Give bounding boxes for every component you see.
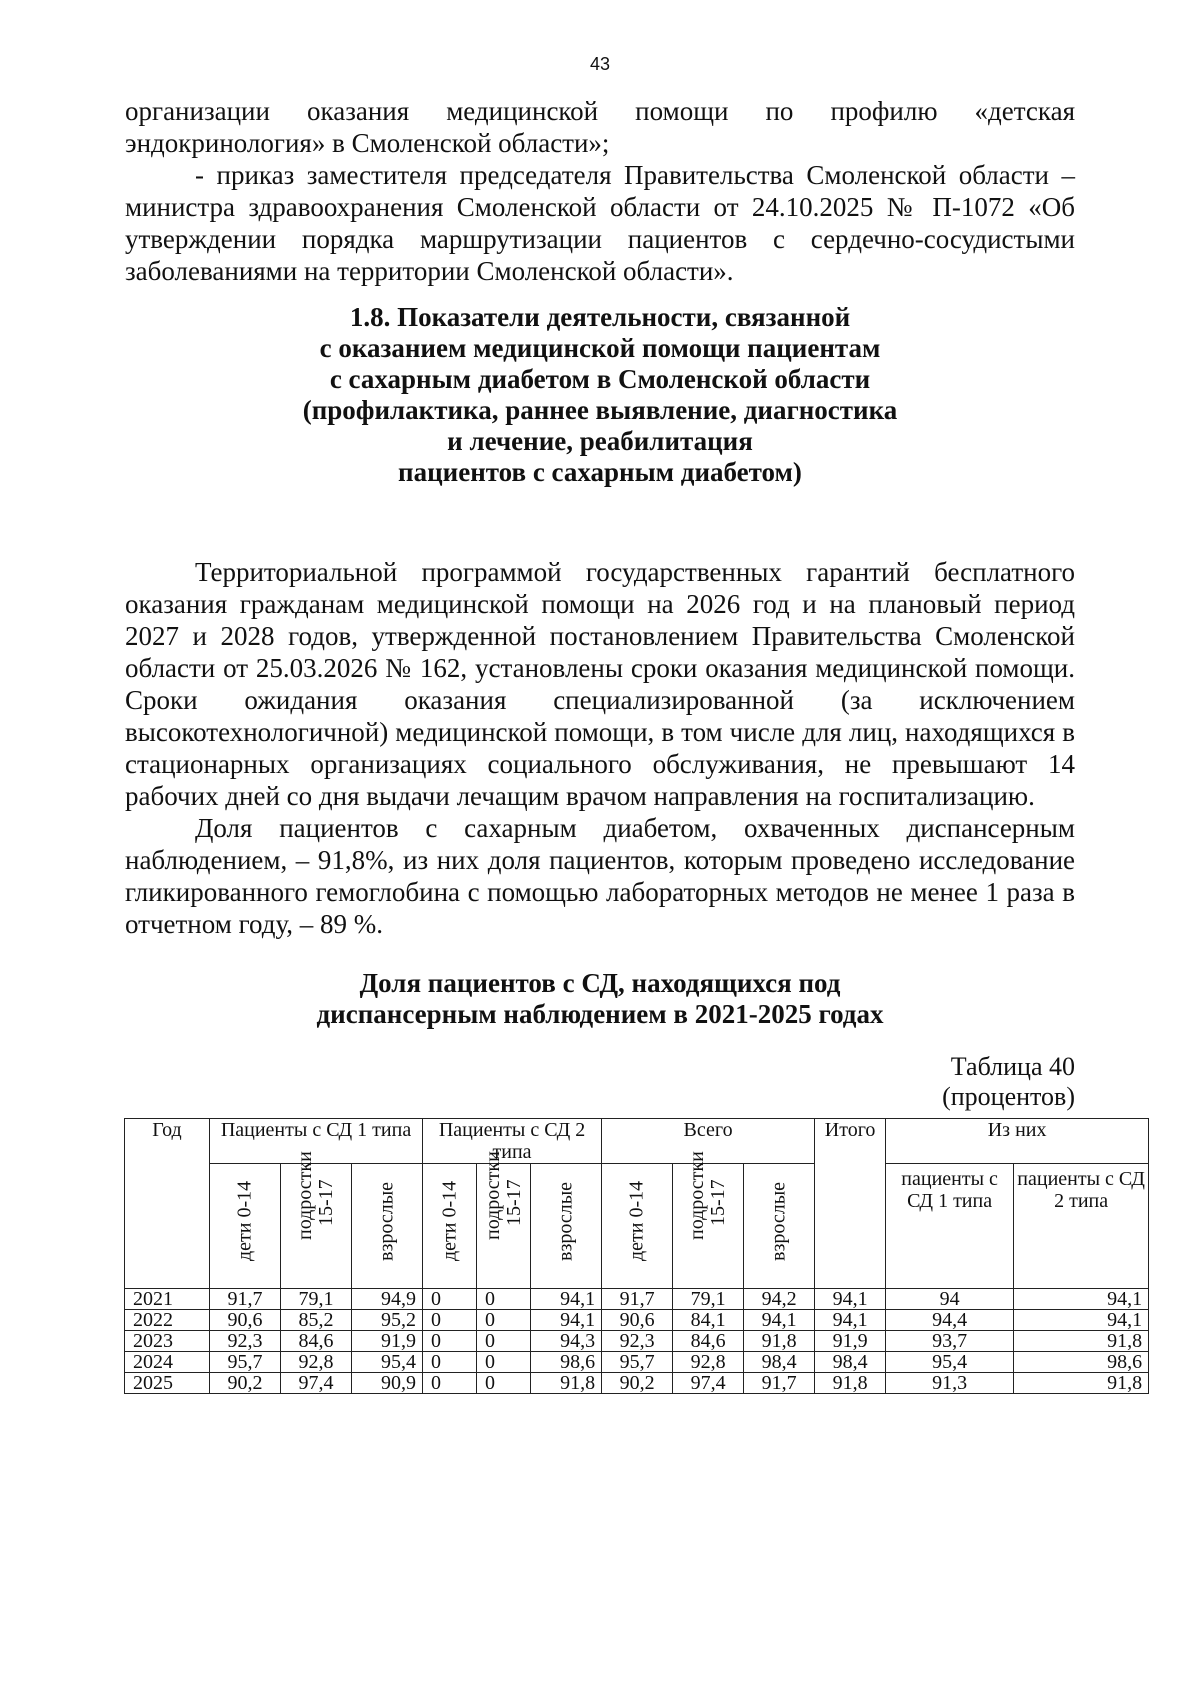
subheader-children-text: дети 0-14 <box>438 1180 461 1261</box>
cell-type2-teens: 0 <box>477 1352 531 1373</box>
cell-total-adults: 94,2 <box>744 1289 815 1310</box>
subheader-teens-line: подростки <box>481 1151 504 1240</box>
cell-itogo: 91,8 <box>815 1373 886 1394</box>
table-row <box>125 1352 1149 1373</box>
table-subheader-row <box>125 1164 1149 1289</box>
table-number: Таблица 40 <box>950 1052 1075 1081</box>
subheader-teens-line: 15-17 <box>315 1179 337 1226</box>
subheader-teens-line: 15-17 <box>502 1179 525 1226</box>
cell-of-them-type2: 98,6 <box>1014 1352 1149 1373</box>
cell-total-adults: 91,8 <box>744 1331 815 1352</box>
body-paragraph: Территориальной программой государственных гарантий бесплатного оказания гражданам медицинской помощи на 2026 год и на плановый период 2027 и 2028 годов, утвержденной постановлением Правительства Смоленской области от 25.03.2026 № 162, установлены сроки оказания медицинской помощи. Сроки ожидания оказания специализированной (за исключением высокотехнологичной) медицинской помощи, в том числе для лиц, находящихся в стационарных организациях социального обслуживания, не превышают 14 рабочих дней со дня выдачи лечащим врачом направления на госпитализацию. <box>125 557 1075 811</box>
section-heading-line: и лечение, реабилитация <box>447 426 753 456</box>
cell-total-adults: 94,1 <box>744 1310 815 1331</box>
cell-of-them-type2: 94,1 <box>1014 1310 1149 1331</box>
subheader-teens-text <box>687 1140 729 1240</box>
section-heading-line: с оказанием медицинской помощи пациентам <box>319 333 881 363</box>
table-unit: (процентов) <box>942 1082 1075 1111</box>
cell-itogo: 98,4 <box>815 1352 886 1373</box>
cell-type1-children: 90,2 <box>210 1373 281 1394</box>
cell-total-children: 91,7 <box>602 1289 673 1310</box>
header-type2: Пациенты с СД 2 типа <box>423 1119 602 1164</box>
cell-type1-teens: 97,4 <box>281 1373 352 1394</box>
section-heading-line: с сахарным диабетом в Смоленской области <box>329 364 871 394</box>
cell-total-children: 90,2 <box>602 1373 673 1394</box>
cell-total-teens: 79,1 <box>673 1289 744 1310</box>
table-header-row <box>125 1119 1149 1164</box>
cell-year: 2022 <box>125 1310 210 1331</box>
cell-type2-adults: 94,3 <box>531 1331 602 1352</box>
header-itogo: Итого <box>815 1119 886 1289</box>
subheader-adults-text: взрослые <box>554 1181 577 1261</box>
header-type1: Пациенты с СД 1 типа <box>210 1119 423 1164</box>
cell-total-teens: 97,4 <box>673 1373 744 1394</box>
cell-type2-teens: 0 <box>477 1373 531 1394</box>
cell-type1-adults: 90,9 <box>352 1373 423 1394</box>
cell-of-them-type1: 91,3 <box>886 1373 1014 1394</box>
subheader-teens-text <box>295 1140 337 1240</box>
cell-itogo: 94,1 <box>815 1310 886 1331</box>
body-text <box>125 556 1075 940</box>
cell-type1-adults: 95,4 <box>352 1352 423 1373</box>
table-row <box>125 1373 1149 1394</box>
subheader-children-text: дети 0-14 <box>625 1180 648 1261</box>
subheader-teens <box>673 1151 744 1289</box>
cell-total-children: 92,3 <box>602 1331 673 1352</box>
cell-year: 2023 <box>125 1331 210 1352</box>
cell-type2-adults: 98,6 <box>531 1352 602 1373</box>
subheader-adults <box>531 1164 602 1289</box>
intro-paragraph: - приказ заместителя председателя Правительства Смоленской области – министра здравоохранения Смоленской области от 24.10.2025 № П-1072 «Об утверждении порядка маршрутизации пациентов с сердечно-сосудистыми заболеваниями на территории Смоленской области». <box>125 160 1075 286</box>
cell-type1-teens: 84,6 <box>281 1331 352 1352</box>
cell-type2-children: 0 <box>423 1310 477 1331</box>
subheader-teens-line: подростки <box>686 1151 709 1240</box>
page-number: 43 <box>589 54 611 74</box>
cell-year: 2025 <box>125 1373 210 1394</box>
data-table <box>124 1118 1149 1394</box>
header-year: Год <box>125 1119 210 1289</box>
cell-total-teens: 92,8 <box>673 1352 744 1373</box>
cell-of-them-type1: 94 <box>886 1289 1014 1310</box>
cell-type1-adults: 94,9 <box>352 1289 423 1310</box>
cell-type2-children: 0 <box>423 1289 477 1310</box>
table-title-line: диспансерным наблюдением в 2021-2025 годах <box>316 999 884 1029</box>
cell-of-them-type1: 95,4 <box>886 1352 1014 1373</box>
cell-total-teens: 84,1 <box>673 1310 744 1331</box>
table-title <box>125 968 1075 1030</box>
section-heading-line: пациентов с сахарным диабетом) <box>398 457 802 487</box>
subheader-adults <box>744 1164 815 1289</box>
cell-total-children: 95,7 <box>602 1352 673 1373</box>
cell-of-them-type1: 94,4 <box>886 1310 1014 1331</box>
subheader-teens-line: 15-17 <box>707 1179 730 1226</box>
cell-year: 2024 <box>125 1352 210 1373</box>
cell-type1-children: 91,7 <box>210 1289 281 1310</box>
cell-itogo: 94,1 <box>815 1289 886 1310</box>
cell-total-adults: 98,4 <box>744 1352 815 1373</box>
subheader-children <box>423 1164 477 1289</box>
section-heading <box>125 302 1075 488</box>
cell-type1-adults: 95,2 <box>352 1310 423 1331</box>
cell-year: 2021 <box>125 1289 210 1310</box>
subheader-children-text: дети 0-14 <box>233 1180 256 1261</box>
cell-type1-teens: 92,8 <box>281 1352 352 1373</box>
subheader-adults-text: взрослые <box>375 1181 398 1261</box>
cell-type2-adults: 91,8 <box>531 1373 602 1394</box>
table-row <box>125 1289 1149 1310</box>
section-heading-line: 1.8. Показатели деятельности, связанной <box>349 302 851 332</box>
cell-type1-teens: 85,2 <box>281 1310 352 1331</box>
cell-itogo: 91,9 <box>815 1331 886 1352</box>
table-label <box>942 1052 1075 1112</box>
subheader-teens-text <box>483 1140 525 1240</box>
cell-type1-adults: 91,9 <box>352 1331 423 1352</box>
subheader-children <box>602 1164 673 1289</box>
cell-type2-children: 0 <box>423 1352 477 1373</box>
intro-paragraph: организации оказания медицинской помощи по профилю «детская эндокринология» в Смоленской области»; <box>125 96 1075 158</box>
cell-type1-children: 92,3 <box>210 1331 281 1352</box>
subheader-teens <box>477 1151 531 1289</box>
cell-type2-children: 0 <box>423 1373 477 1394</box>
cell-type2-adults: 94,1 <box>531 1310 602 1331</box>
subheader-teens <box>281 1151 352 1289</box>
cell-total-teens: 84,6 <box>673 1331 744 1352</box>
table-body <box>125 1289 1149 1394</box>
cell-type2-teens: 0 <box>477 1289 531 1310</box>
cell-type2-teens: 0 <box>477 1331 531 1352</box>
subheader-children <box>210 1164 281 1289</box>
subheader-adults-text: взрослые <box>767 1181 790 1261</box>
cell-type2-adults: 94,1 <box>531 1289 602 1310</box>
cell-type2-teens: 0 <box>477 1310 531 1331</box>
subheader-of-them-type2: пациенты с СД 2 типа <box>1014 1164 1149 1289</box>
header-total-group: Всего <box>602 1119 815 1164</box>
cell-type2-children: 0 <box>423 1331 477 1352</box>
table-title-line: Доля пациентов с СД, находящихся под <box>359 968 841 998</box>
table-row <box>125 1331 1149 1352</box>
cell-type1-teens: 79,1 <box>281 1289 352 1310</box>
intro-text <box>125 95 1075 287</box>
cell-of-them-type1: 93,7 <box>886 1331 1014 1352</box>
cell-total-adults: 91,7 <box>744 1373 815 1394</box>
header-of-them: Из них <box>886 1119 1149 1164</box>
section-heading-line: (профилактика, раннее выявление, диагностика <box>302 395 898 425</box>
cell-total-children: 90,6 <box>602 1310 673 1331</box>
cell-of-them-type2: 94,1 <box>1014 1289 1149 1310</box>
subheader-of-them-type1: пациенты с СД 1 типа <box>886 1164 1014 1289</box>
cell-type1-children: 90,6 <box>210 1310 281 1331</box>
cell-type1-children: 95,7 <box>210 1352 281 1373</box>
subheader-teens-line: подростки <box>294 1151 316 1240</box>
cell-of-them-type2: 91,8 <box>1014 1373 1149 1394</box>
table-row <box>125 1310 1149 1331</box>
subheader-adults <box>352 1164 423 1289</box>
cell-of-them-type2: 91,8 <box>1014 1331 1149 1352</box>
body-paragraph: Доля пациентов с сахарным диабетом, охваченных диспансерным наблюдением, – 91,8%, из них доля пациентов, которым проведено исследование гликированного гемоглобина с помощью лабораторных методов не менее 1 раза в отчетном году, – 89 %. <box>125 813 1075 939</box>
